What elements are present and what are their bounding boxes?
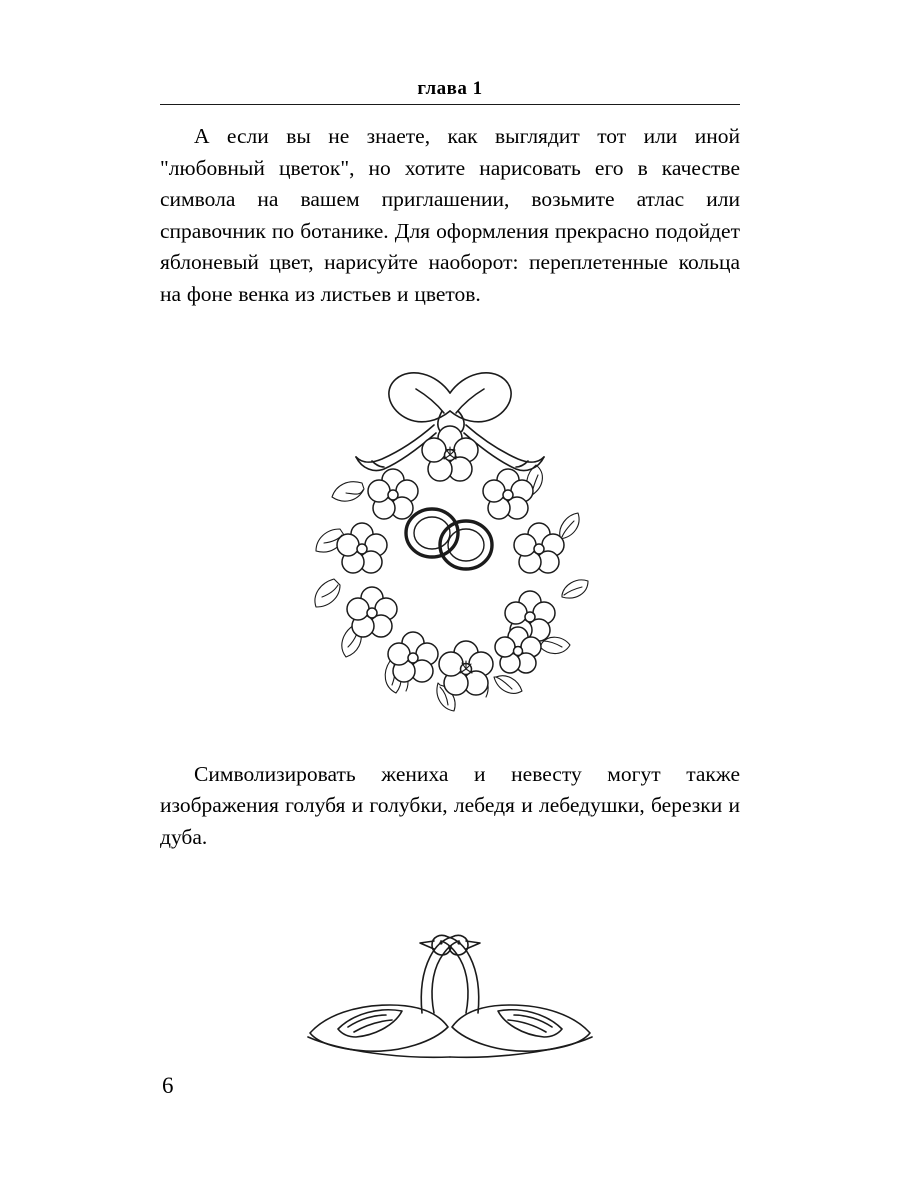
paragraph-1: А если вы не знаете, как выглядит тот или иной "любовный цветок", но хотите нарисовать его в качестве символа на вашем приглашении, возьмите атлас или справочник по ботанике. Для оформления прекрасно подойдет яблоневый цвет, нарисуйте наоборот: переплетенные кольца на фоне венка из листьев и цветов. bbox=[160, 124, 740, 306]
floral-wreath-with-rings-illustration bbox=[160, 333, 740, 733]
running-head: глава 1 bbox=[417, 78, 483, 99]
page-number: 6 bbox=[162, 1073, 174, 1098]
paragraph-2: Символизировать жениха и невесту могут также изображения голубя и голубки, лебедя и лебедушки, березки и дуба. bbox=[160, 761, 740, 849]
header-divider bbox=[160, 104, 740, 105]
page-content bbox=[160, 78, 740, 1091]
two-swans-illustration bbox=[160, 881, 740, 1091]
